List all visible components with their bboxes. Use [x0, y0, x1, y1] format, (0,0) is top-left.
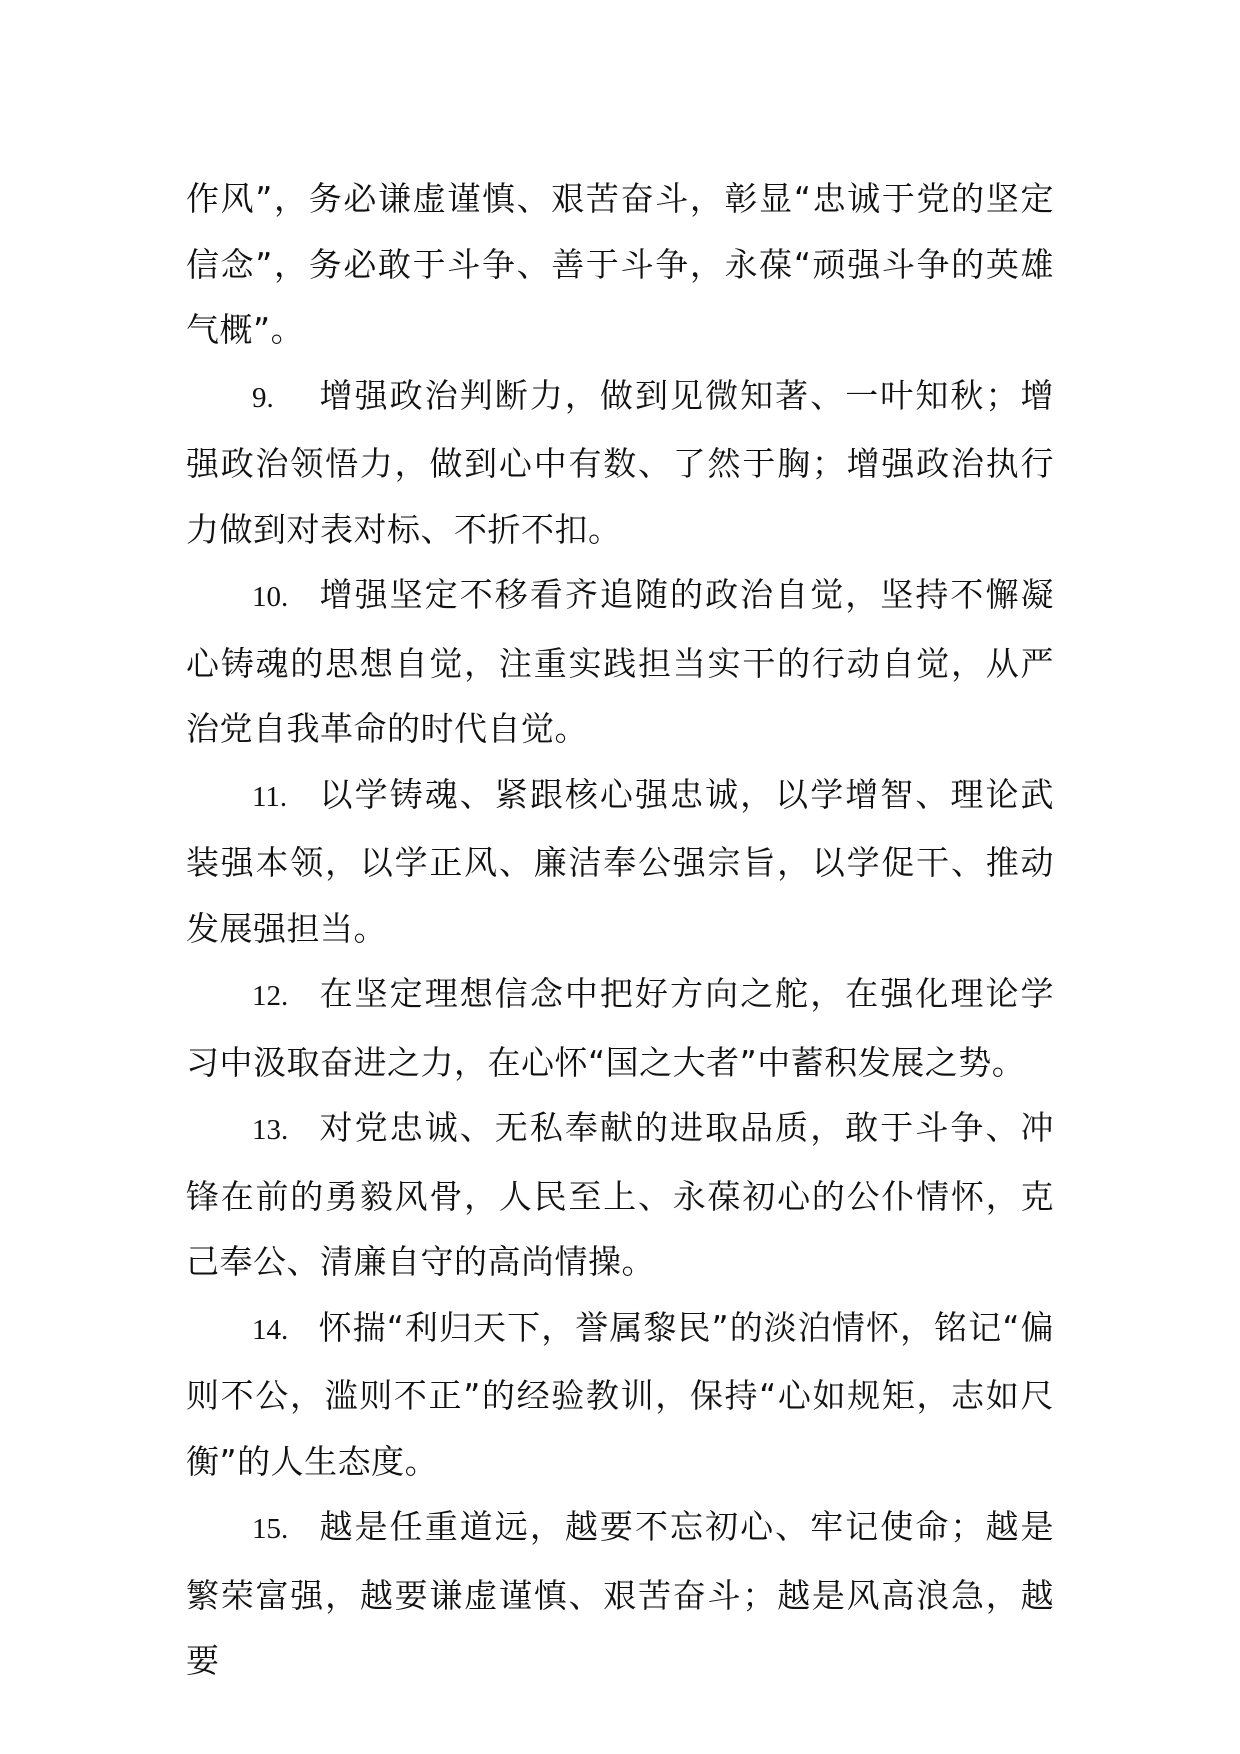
item-number: 11. [252, 780, 288, 813]
item-text: 越是任重道远，越要不忘初心、牢记使命；越是繁荣富强，越要谦虚谨慎、艰苦奋斗；越是风高浪急，越要 [186, 1507, 1054, 1680]
list-item [186, 1295, 1054, 1495]
continuation-paragraph: 作风”，务必谦虚谨慎、艰苦奋斗，彰显“忠诚于党的坚定信念”，务必敢于斗争、善于斗争，永葆“顽强斗争的英雄气概”。 [186, 179, 1054, 349]
item-number: 15. [252, 1513, 289, 1545]
list-item [186, 1494, 1054, 1694]
list-item [186, 961, 1054, 1095]
item-text: 对党忠诚、无私奉献的进取品质，敢于斗争、冲锋在前的勇毅风骨，人民至上、永葆初心的公仆情怀，克己奉公、清廉自守的高尚情操。 [186, 1108, 1054, 1281]
item-text: 增强政治判断力，做到见微知著、一叶知秋；增强政治领悟力，做到心中有数、了然于胸；增强政治执行力做到对表对标、不折不扣。 [186, 375, 1054, 549]
item-number: 10. [252, 581, 289, 613]
list-item [186, 762, 1054, 962]
item-number: 9. [252, 381, 274, 414]
list-item [186, 363, 1054, 563]
list-item [186, 562, 1054, 762]
list-item [186, 1095, 1054, 1295]
item-number: 13. [252, 1114, 289, 1146]
item-number: 12. [252, 980, 289, 1012]
item-text: 增强坚定不移看齐追随的政治自觉，坚持不懈凝心铸魂的思想自觉，注重实践担当实干的行动自觉，从严治党自我革命的时代自觉。 [186, 575, 1054, 748]
item-text: 怀揣“利归天下，誉属黎民”的淡泊情怀，铭记“偏则不公，滥则不正”的经验教训，保持“心如规矩，志如尺衡”的人生态度。 [186, 1307, 1054, 1481]
item-number: 14. [252, 1313, 289, 1346]
item-text: 以学铸魂、紧跟核心强忠诚，以学增智、理论武装强本领，以学正风、廉洁奉公强宗旨，以学促干、推动发展强担当。 [186, 774, 1054, 948]
body-text [186, 166, 1054, 1694]
item-text: 在坚定理想信念中把好方向之舵，在强化理论学习中汲取奋进之力，在心怀“国之大者”中蓄积发展之势。 [186, 974, 1054, 1082]
